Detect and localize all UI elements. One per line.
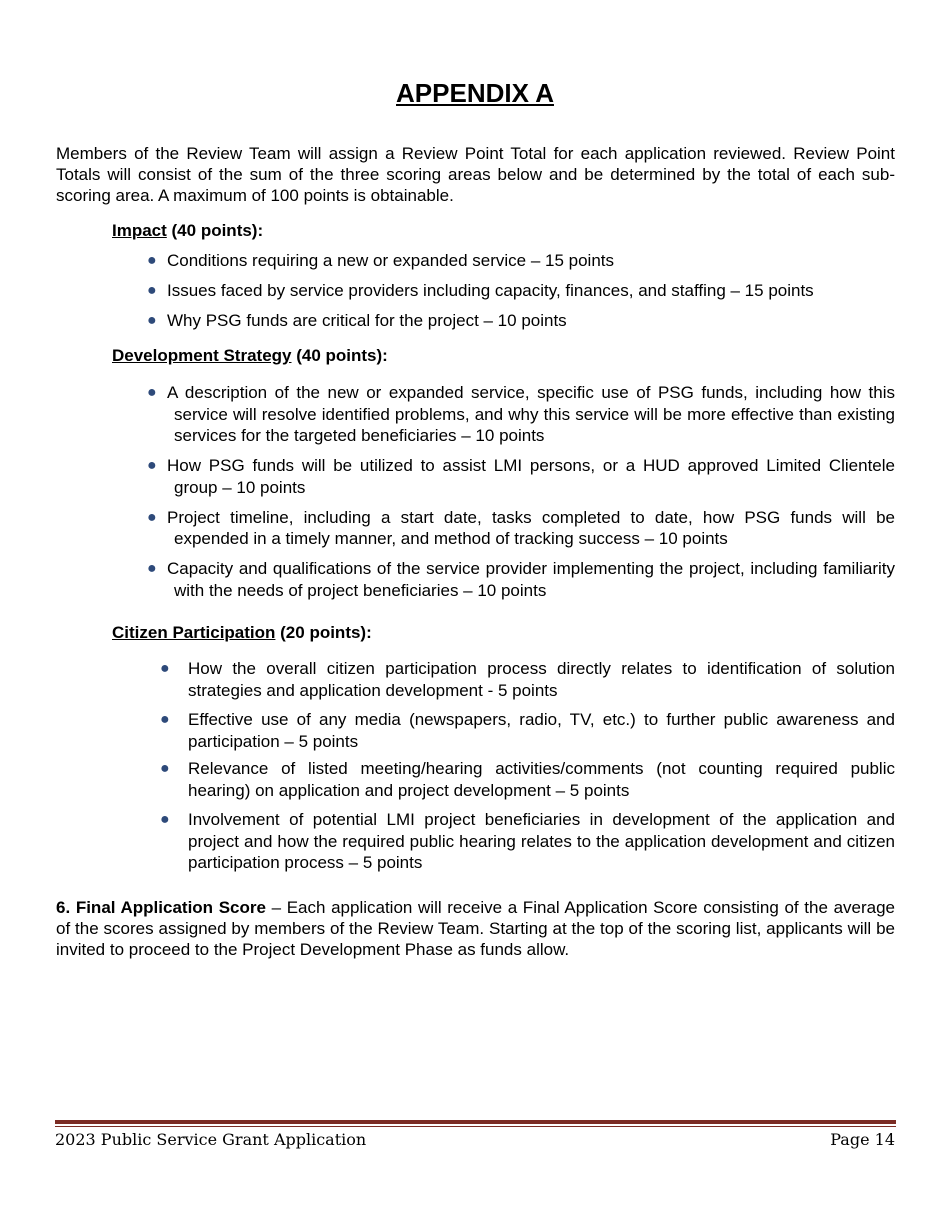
section-heading-label: Citizen Participation — [112, 623, 276, 642]
bullet-icon: ● — [160, 760, 170, 777]
bullet-icon: ● — [160, 660, 170, 677]
intro-paragraph: Members of the Review Team will assign a Review Point Total for each application reviewed. Review Point Totals will consist of the sum of the three scoring areas below and be determined by the total of each sub-scoring area. A maximum of 100 points is obtainable. — [56, 144, 895, 205]
footer-rule-thick — [55, 1120, 896, 1124]
bullet-icon: ● — [147, 560, 157, 577]
section-heading-points: (40 points): — [291, 346, 388, 365]
section-heading-impact — [112, 221, 263, 241]
list-item: ● Why PSG funds are critical for the project – 10 points — [147, 311, 567, 330]
development-strategy-list — [147, 382, 895, 601]
section-heading-label: Impact — [112, 221, 167, 240]
bullet-icon: ● — [160, 811, 170, 828]
list-item: ● Issues faced by service providers including capacity, finances, and staffing – 15 points — [147, 281, 814, 300]
page-title: APPENDIX A — [396, 78, 554, 108]
section-heading-label: Development Strategy — [112, 346, 292, 365]
section-heading-points: (20 points): — [275, 623, 372, 642]
footer-page-number: Page 14 — [830, 1130, 895, 1149]
bullet-icon: ● — [160, 711, 170, 728]
final-score-text: – Each application will receive a Final Application Score consisting of the average of the scores assigned by members of the Review Team. Starting at the top of the scoring list, applicants will be invited to proceed to the Project Development Phase as funds allow. — [56, 898, 895, 959]
footer-document-title: 2023 Public Service Grant Application — [55, 1130, 367, 1149]
list-item: ● Capacity and qualifications of the service provider implementing the project, including familiarity with the needs of project beneficiaries – 10 points — [147, 559, 895, 600]
bullet-icon: ● — [147, 384, 157, 401]
list-item: ● Relevance of listed meeting/hearing activities/comments (not counting required public hearing) on application and project development – 5 points — [160, 759, 895, 800]
list-item: ● A description of the new or expanded service, specific use of PSG funds, including how this service will resolve identified problems, and why this service will be more effective than existing services for the targeted beneficiaries – 10 points — [147, 383, 895, 445]
list-item: ● Involvement of potential LMI project beneficiaries in development of the application and project and how the required public hearing relates to the application development and citizen participation process – 5 points — [160, 810, 895, 872]
section-heading-development-strategy — [112, 346, 388, 366]
bullet-icon: ● — [147, 252, 157, 269]
list-item: ● How the overall citizen participation process directly relates to identification of solution strategies and application development - 5 points — [160, 659, 895, 700]
citizen-participation-list — [160, 658, 895, 874]
final-score-label: 6. Final Application Score — [56, 898, 266, 917]
bullet-icon: ● — [147, 312, 157, 329]
bullet-icon: ● — [147, 457, 157, 474]
list-item: ● Project timeline, including a start date, tasks completed to date, how PSG funds will be expended in a timely manner, and method of tracking success – 10 points — [147, 507, 895, 548]
final-application-score-paragraph — [56, 897, 895, 960]
bullet-icon: ● — [147, 508, 157, 526]
impact-list — [147, 250, 895, 332]
section-heading-points: (40 points): — [166, 221, 264, 240]
list-item: ● Conditions requiring a new or expanded service – 15 points — [147, 251, 614, 270]
list-item: ● Effective use of any media (newspapers, radio, TV, etc.) to further public awareness and participation – 5 points — [160, 710, 895, 751]
section-heading-citizen-participation — [112, 623, 372, 643]
bullet-icon: ● — [147, 282, 157, 299]
list-item: ● How PSG funds will be utilized to assist LMI persons, or a HUD approved Limited Clientele group – 10 points — [147, 456, 895, 497]
footer-rule-thin — [55, 1126, 896, 1127]
